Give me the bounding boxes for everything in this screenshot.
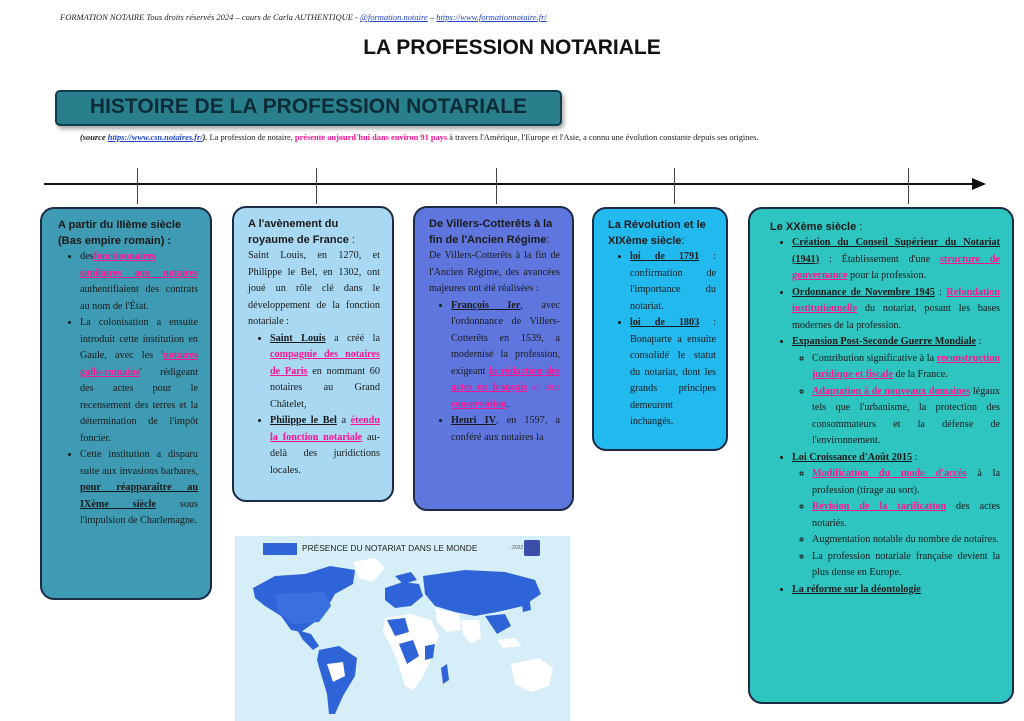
sub-list-item: ◦ Contribution significative à la reconstruction juridique et fiscale de la France. <box>812 351 1000 384</box>
sub-list-item: ◦ La profession notariale française devient la plus dense en Europe. <box>812 549 1000 582</box>
world-map <box>235 536 570 721</box>
sub-list-item: ◦ Adaptation à de nouveaux domaines légaux tels que l'urbanisme, la protection des consommateurs et la défense de l'environnement. <box>812 384 1000 450</box>
timeline-tick <box>674 168 675 204</box>
card-title: La Révolution et le XIXème siècle: <box>608 219 706 247</box>
list-item: • La réforme sur la déontologie <box>792 582 1000 599</box>
card-intro: Saint Louis, en 1270, et Philippe le Bel, en 1302, ont joué un rôle clé dans le développement de la fonction notariale : <box>248 250 380 327</box>
timeline-tick <box>496 168 497 204</box>
card-intro: De Villers-Cotterêts à la fin de l'Ancien Régime, des avancées majeures ont été réalisées : <box>429 250 560 294</box>
list-item: • Création du Conseil Supérieur du Notariat (1941) : Établissement d'une structure de gouvernance pour la profession. <box>792 235 1000 285</box>
list-item: • Cette institution a disparu suite aux invasions barbares, pour réapparaître au IXème siècle sous l'impulsion de Charlemagne. <box>80 447 198 530</box>
intro-paragraph <box>80 133 758 142</box>
header-separator: – <box>427 12 437 22</box>
source-link[interactable]: https://www.csn.notaires.fr/ <box>107 133 203 142</box>
list-item: • Philippe le Bel a étendu la fonction notariale au-delà des juridictions locales. <box>270 413 380 479</box>
source-open: (source <box>80 133 108 142</box>
intro-text-1: La profession de notaire, <box>207 133 295 142</box>
card-kingdom-of-france <box>232 206 394 502</box>
timeline-axis <box>44 183 974 185</box>
card-20th-century <box>748 207 1014 704</box>
section-title: HISTOIRE DE LA PROFESSION NOTARIALE <box>89 95 528 118</box>
page-header <box>60 12 547 22</box>
list-item: • loi de 1803 : Bonaparte a ensuite consolidé le statut du notariat, dont les grands principes demeurent inchangés. <box>630 315 716 431</box>
sub-list-item: ◦ Modification du mode d'accès à la profession (tirage au sort). <box>812 466 1000 499</box>
card-villers-cotterets <box>413 206 574 511</box>
card-title: A l'avènement du royaume de France : <box>248 218 355 246</box>
timeline-tick <box>316 168 317 204</box>
list-item: • Expansion Post-Seconde Guerre Mondiale : ◦ Contribution significative à la reconstruction juridique et fiscale de la France. ◦ Adaptation à de nouveaux domaines légaux tels que l'urbanisme, la protection des consommateurs et la défense de l'environnement. <box>792 334 1000 450</box>
card-3rd-century <box>40 207 212 600</box>
world-map-shapes <box>235 536 570 721</box>
list-item: • La colonisation a ensuite introduit cette institution en Gaule, avec les 'notaires gallo-romains' rédigeant des actes pour le recensement des terres et la détermination de l'impôt foncier. <box>80 315 198 447</box>
sub-list-item: ◦ Augmentation notable du nombre de notaires. <box>812 532 1000 549</box>
list-item: • Loi Croissance d'Août 2015 : ◦ Modification du mode d'accès à la profession (tirage au sort). ◦ Révision de la tarification des actes notariés. ◦ Augmentation notable du nombre de notaires. ◦ La profession notariale française devient la plus dense en Europe. <box>792 450 1000 582</box>
list-item: • Ordonnance de Novembre 1945 : Refondation institutionnelle du notariat, posant les bases modernes de la profession. <box>792 285 1000 335</box>
instagram-link[interactable]: @formation.notaire <box>360 12 428 22</box>
map-year: - 2022 <box>509 545 524 551</box>
source-close: ). <box>202 133 208 142</box>
intro-highlight: présente aujourd'hui dans environ 91 pays <box>294 133 448 142</box>
header-text: FORMATION NOTAIRE Tous droits réservés 2024 – cours de Carla AUTHENTIQUE - <box>60 12 361 22</box>
list-item: • loi de 1791 : confirmation de l'importance du notariat. <box>630 249 716 315</box>
list-item: • Henri IV, en 1597, a conféré aux notaires la <box>451 413 560 446</box>
map-legend: PRÉSENCE DU NOTARIAT DANS LE MONDE <box>302 543 478 553</box>
card-title: A partir du IIIème siècle (Bas empire romain) : <box>58 219 182 247</box>
list-item: • Saint Louis a créé la compagnie des notaires de Paris en nommant 60 notaires au Grand Châtelet, <box>270 331 380 414</box>
timeline-tick <box>137 168 138 204</box>
list-item: • desfonctionnaires similaires aux notaires authentifiaient des contrats au nom de l'État. <box>80 249 198 315</box>
intro-text-2: à travers l'Amérique, l'Europe et l'Asie, a connu une évolution constante depuis ses origines. <box>447 133 759 142</box>
card-title: De Villers-Cotterêts à la fin de l'Ancien Régime: <box>429 218 553 246</box>
page-title: LA PROFESSION NOTARIALE <box>363 36 661 59</box>
timeline-tick <box>908 168 909 204</box>
card-title: Le XXème siècle : <box>770 221 863 233</box>
card-revolution <box>592 207 728 451</box>
website-link[interactable]: https://www.formationnotaire.fr/ <box>436 12 547 22</box>
timeline-arrow-icon <box>972 178 986 190</box>
section-title-box <box>55 90 562 126</box>
sub-list-item: ◦ Révision de la tarification des actes notariés. <box>812 499 1000 532</box>
list-item: • François Ier, avec l'ordonnance de Villers-Cotterêts en 1539, a modernisé la profession, exigeant la rédaction des actes en français et leur conservation. <box>451 298 560 414</box>
